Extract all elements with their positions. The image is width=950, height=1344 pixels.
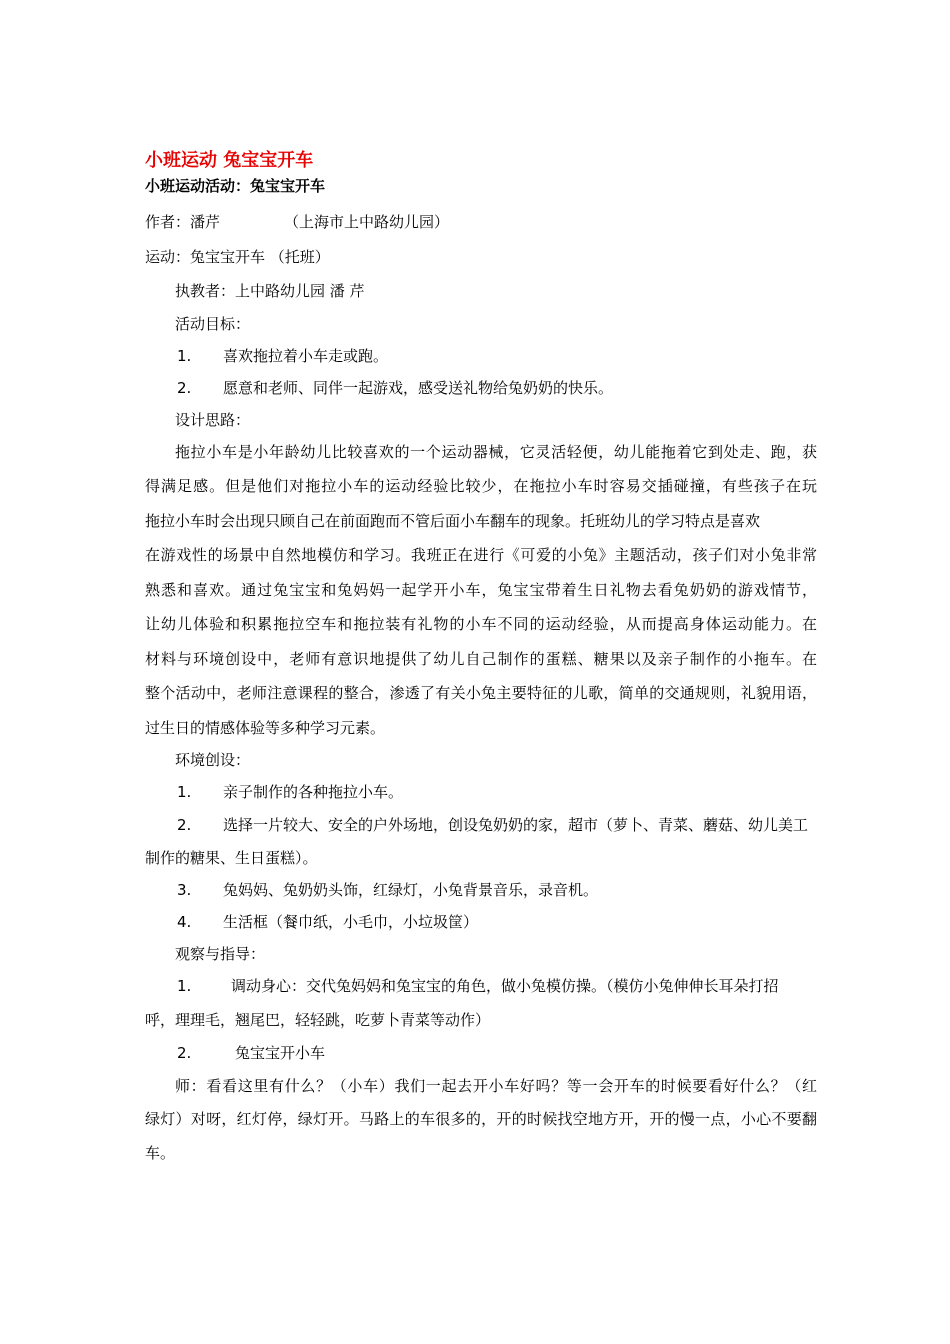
design-heading: 设计思路： xyxy=(175,411,251,429)
goal-number: 2. xyxy=(177,379,192,397)
document-subtitle: 小班运动活动：兔宝宝开车 xyxy=(145,177,326,195)
design-paragraph-line: 拖拉小车时会出现只顾自己在前面跑而不管后面小车翻车的现象。托班幼儿的学习特点是喜欢 xyxy=(145,512,761,530)
dialog-line: 师：看看这里有什么？（小车）我们一起去开小车好吗？等一会开车的时候要看好什么？（红 xyxy=(175,1077,817,1095)
design-paragraph-line: 整个活动中，老师注意课程的整合，渗透了有关小兔主要特征的儿歌，简单的交通规则，礼貌用语， xyxy=(145,684,817,702)
observation-continuation: 呼，理理毛，翘尾巴，轻轻跳，吃萝卜青菜等动作） xyxy=(145,1011,491,1029)
goal-item xyxy=(177,346,388,366)
design-paragraph-line: 过生日的情感体验等多种学习元素。 xyxy=(145,719,386,737)
author-org: （上海市上中路幼儿园） xyxy=(284,213,450,231)
env-number: 2. xyxy=(177,816,192,834)
document-title: 小班运动 兔宝宝开车 xyxy=(145,150,314,171)
goal-item xyxy=(177,378,613,398)
env-number: 3. xyxy=(177,881,192,899)
env-heading: 环境创设： xyxy=(175,751,251,769)
env-item xyxy=(177,782,403,802)
env-text: 选择一片较大、安全的户外场地，创设兔奶奶的家，超市（萝卜、青菜、蘑菇、幼儿美工 xyxy=(223,816,809,834)
observation-item xyxy=(177,1043,325,1063)
env-item xyxy=(177,912,478,932)
activity-line: 运动：兔宝宝开车 （托班） xyxy=(145,248,330,266)
env-number: 1. xyxy=(177,783,192,801)
observation-number: 2. xyxy=(177,1044,192,1062)
teacher-line: 执教者：上中路幼儿园 潘 芹 xyxy=(175,282,365,300)
dialog-line: 绿灯）对呀，红灯停，绿灯开。马路上的车很多的，开的时候找空地方开，开的慢一点，小心不要翻 xyxy=(145,1110,817,1128)
env-text: 亲子制作的各种拖拉小车。 xyxy=(223,783,404,801)
goals-heading: 活动目标： xyxy=(175,315,251,333)
goal-text: 喜欢拖拉着小车走或跑。 xyxy=(223,347,389,365)
design-paragraph-line: 得满足感。但是他们对拖拉小车的运动经验比较少，在拖拉小车时容易交插碰撞，有些孩子在玩 xyxy=(145,477,817,495)
design-paragraph-line: 让幼儿体验和积累拖拉空车和拖拉装有礼物的小车不同的运动经验，从而提高身体运动能力。在 xyxy=(145,615,817,633)
observation-text: 调动身心：交代兔妈妈和兔宝宝的角色，做小兔模仿操。（模仿小兔伸伸长耳朵打招 xyxy=(231,977,779,995)
design-paragraph-line: 材料与环境创设中，老师有意识地提供了幼儿自己制作的蛋糕、糖果以及亲子制作的小拖车。在 xyxy=(145,650,817,668)
env-text: 生活框（餐巾纸，小毛巾，小垃圾筐） xyxy=(223,913,479,931)
observation-item xyxy=(177,976,779,996)
dialog-line: 车。 xyxy=(145,1144,176,1162)
goal-number: 1. xyxy=(177,347,192,365)
env-item xyxy=(177,815,808,835)
observation-text: 兔宝宝开小车 xyxy=(235,1044,326,1062)
observation-number: 1. xyxy=(177,977,192,995)
env-item xyxy=(177,880,598,900)
env-item-continuation: 制作的糖果、生日蛋糕）。 xyxy=(145,849,318,867)
author-label: 作者：潘芹 xyxy=(145,213,221,231)
env-text: 兔妈妈、兔奶奶头饰，红绿灯，小兔背景音乐，录音机。 xyxy=(223,881,599,899)
env-number: 4. xyxy=(177,913,192,931)
design-paragraph-line: 拖拉小车是小年龄幼儿比较喜欢的一个运动器械，它灵活轻便，幼儿能拖着它到处走、跑，获 xyxy=(175,443,817,461)
goal-text: 愿意和老师、同伴一起游戏，感受送礼物给兔奶奶的快乐。 xyxy=(223,379,614,397)
design-paragraph-line: 熟悉和喜欢。通过兔宝宝和兔妈妈一起学开小车，兔宝宝带着生日礼物去看兔奶奶的游戏情节， xyxy=(145,581,817,599)
observation-heading: 观察与指导： xyxy=(175,945,266,963)
design-paragraph-line: 在游戏性的场景中自然地模仿和学习。我班正在进行《可爱的小兔》主题活动，孩子们对小兔非常 xyxy=(145,546,817,564)
author-line xyxy=(145,212,449,232)
